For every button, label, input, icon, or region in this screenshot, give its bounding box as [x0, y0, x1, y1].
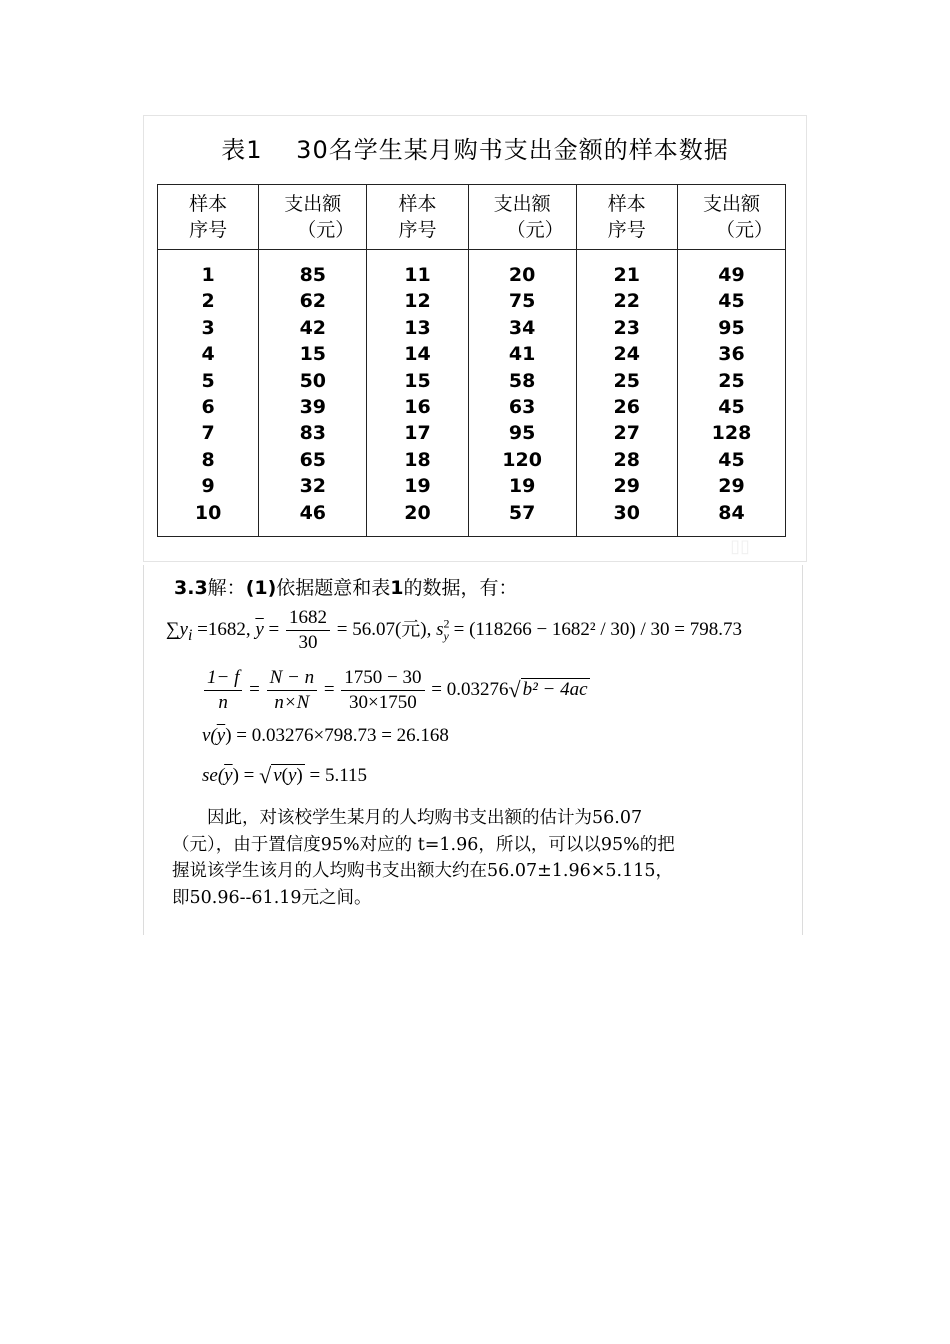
table-cell: 83: [299, 422, 327, 445]
paragraph-line: 握说该学生该月的人均购书支出额大约在56.07±1.96×5.115，: [172, 861, 673, 881]
table-cell: 28: [613, 448, 640, 471]
table-cell: 16: [404, 395, 431, 418]
equation-variance-estimate: $v(\overline{y}) = 0.03276\times 798.73 = 26.168$: [202, 725, 449, 746]
table-cell: 62: [299, 290, 327, 313]
table-cell: 14: [404, 343, 431, 366]
conclusion-paragraph: [172, 805, 776, 911]
table-cell: 2: [201, 290, 215, 313]
column-sample-no-2: [367, 250, 468, 537]
header-amount: 支出额 （元）: [259, 185, 367, 250]
equation-fpc-factor: $\frac{1- f}{n}$ = $\frac{N - n}{n\times N}$ = $\frac{1750 - 30}{30\times 1750}$ = 0.03276√ b² − 4ac: [202, 667, 590, 714]
table-cell: 25: [613, 369, 640, 392]
table-cell: 13: [404, 316, 431, 339]
sample-data-table: [157, 184, 786, 537]
column-sample-no-3: [576, 250, 677, 537]
table-cell: 5: [201, 369, 215, 392]
table-cell: 7: [201, 422, 215, 445]
table-cell: 120: [502, 448, 542, 471]
table-cell: 29: [613, 475, 640, 498]
table-cell: 15: [404, 369, 431, 392]
table-cell: 12: [404, 290, 431, 313]
table-cell: 128: [711, 422, 752, 445]
table-cell: 45: [718, 448, 745, 471]
column-amount-3: [677, 250, 785, 537]
column-amount-2: [468, 250, 576, 537]
table-cell: 4: [201, 343, 215, 366]
table-cell: 25: [718, 369, 745, 392]
table-cell: 30: [613, 501, 640, 524]
header-amount: 支出额 （元）: [468, 185, 576, 250]
table-cell: 19: [404, 475, 431, 498]
table-cell: 58: [508, 369, 536, 392]
table-cell: 85: [299, 264, 327, 286]
faint-watermark: ▯▯: [730, 536, 750, 557]
table-cell: 11: [404, 264, 431, 286]
header-sample-no: 样本 序号: [576, 185, 677, 250]
column-amount-1: [259, 250, 367, 537]
header-sample-no: 样本 序号: [367, 185, 468, 250]
table-cell: 65: [299, 448, 327, 471]
table-cell: 24: [613, 343, 640, 366]
table-cell: 20: [404, 501, 431, 524]
table-body-row: [158, 250, 786, 537]
table-cell: 21: [613, 264, 640, 286]
table-cell: 45: [718, 395, 745, 418]
table-cell: 63: [508, 395, 536, 418]
equation-mean-variance: $\sum y_i =1682$, $\overline{y}$ = $\frac{1682}{30}$ = 56.07(元), $s^2_y = (118266 - 1682^2 / 30) / 30 = 798.73$: [166, 607, 742, 653]
solution-heading: 3.3解：(1)依据题意和表1的数据，有：: [174, 577, 518, 599]
table-cell: 23: [613, 316, 640, 339]
table-cell: 8: [201, 448, 215, 471]
column-sample-no-1: [158, 250, 259, 537]
header-amount: 支出额 （元）: [677, 185, 785, 250]
table-cell: 20: [508, 264, 536, 286]
table-cell: 27: [613, 422, 640, 445]
table-cell: 49: [718, 264, 745, 286]
table-cell: 39: [299, 395, 327, 418]
table-cell: 95: [718, 316, 745, 339]
table-cell: 46: [299, 501, 327, 524]
table-cell: 42: [299, 316, 327, 339]
table-cell: 22: [613, 290, 640, 313]
table-cell: 18: [404, 448, 431, 471]
table-cell: 17: [404, 422, 431, 445]
header-sample-no: 样本 序号: [158, 185, 259, 250]
table-title: 表1 30名学生某月购书支出金额的样本数据: [221, 136, 729, 164]
table-cell: 75: [508, 290, 536, 313]
table-cell: 19: [508, 475, 536, 498]
table-cell: 95: [508, 422, 536, 445]
table-cell: 3: [201, 316, 215, 339]
table-cell: 32: [299, 475, 327, 498]
table-cell: 45: [718, 290, 745, 313]
table-header-row: [158, 185, 786, 250]
table-cell: 6: [201, 395, 215, 418]
table-cell: 1: [201, 264, 215, 286]
table-cell: 15: [299, 343, 327, 366]
table-cell: 10: [194, 501, 222, 524]
table-cell: 29: [718, 475, 745, 498]
paragraph-line: （元），由于置信度95%对应的 t=1.96，所以，可以以95%的把: [172, 834, 675, 855]
table-cell: 84: [718, 501, 745, 524]
solution-figure: [143, 565, 803, 935]
table-cell: 41: [508, 343, 536, 366]
data-table-figure: [143, 115, 807, 562]
paragraph-line: 因此，对该校学生某月的人均购书支出额的估计为56.07: [172, 808, 643, 828]
table-cell: 36: [718, 343, 745, 366]
table-cell: 9: [201, 475, 215, 498]
table-cell: 57: [508, 501, 536, 524]
table-cell: 26: [613, 395, 640, 418]
table-cell: 34: [508, 316, 536, 339]
paragraph-line: 即50.96--61.19元之间。: [172, 887, 372, 908]
equation-standard-error: $se(\overline{y})$ = √ $v(\overline{y}) = 5.115$: [202, 763, 368, 788]
table-cell: 50: [299, 369, 327, 392]
